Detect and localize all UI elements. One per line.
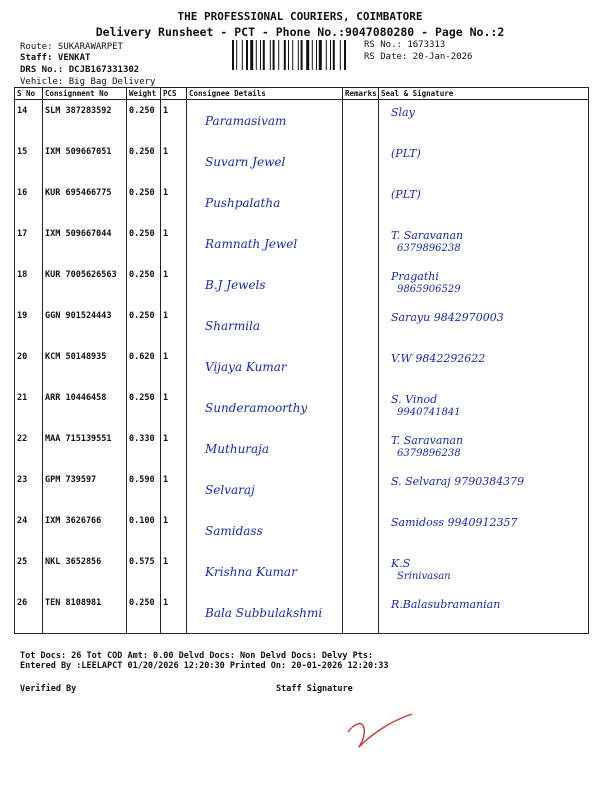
row-sno: 14 (15, 100, 43, 142)
barcode-bar (344, 40, 346, 70)
handwritten-consignee: Sharmila (205, 319, 261, 333)
table-row (15, 469, 589, 510)
table-row (15, 264, 589, 305)
handwritten-signature: Pragathi (391, 270, 439, 283)
verified-tick-mark (340, 710, 420, 760)
seal-signature (379, 469, 589, 510)
row-remarks (343, 346, 379, 387)
seal-signature (379, 428, 589, 469)
row-pcs: 1 (161, 346, 187, 387)
table-row (15, 182, 589, 223)
row-remarks (343, 551, 379, 592)
handwritten-signature: V.W 9842292622 (391, 352, 486, 365)
consignee-name (187, 346, 343, 387)
route-label: Route: SUKARAWARPET (20, 42, 123, 52)
consignee-name (187, 428, 343, 469)
table-row (15, 223, 589, 264)
row-weight: 0.590 (127, 469, 161, 510)
handwritten-consignee: Samidass (205, 524, 263, 538)
row-remarks (343, 387, 379, 428)
barcode (232, 40, 360, 70)
row-weight: 0.100 (127, 510, 161, 551)
barcode-bar (288, 40, 289, 70)
seal-signature (379, 182, 589, 223)
row-remarks (343, 182, 379, 223)
row-remarks (343, 264, 379, 305)
handwritten-signature: S. Vinod (391, 393, 438, 406)
table-row (15, 428, 589, 469)
barcode-bar (242, 40, 243, 70)
consignee-name (187, 100, 343, 142)
handwritten-phone: 9940741841 (397, 407, 461, 418)
table-row (15, 387, 589, 428)
col-signature: Seal & Signature (379, 88, 589, 100)
seal-signature (379, 510, 589, 551)
seal-signature (379, 592, 589, 634)
drs-number: DRS No.: DCJB167331302 (20, 65, 140, 75)
consignment-number: KUR 7005626563 (43, 264, 127, 305)
rs-date: RS Date: 20-Jan-2026 (364, 52, 473, 62)
barcode-bar (298, 40, 299, 70)
row-pcs: 1 (161, 469, 187, 510)
consignee-name (187, 387, 343, 428)
row-weight: 0.250 (127, 264, 161, 305)
row-weight: 0.620 (127, 346, 161, 387)
barcode-bar (316, 40, 317, 70)
row-sno: 18 (15, 264, 43, 305)
consignment-number: TEN 8108981 (43, 592, 127, 634)
table-row (15, 305, 589, 346)
row-weight: 0.250 (127, 182, 161, 223)
row-pcs: 1 (161, 551, 187, 592)
row-pcs: 1 (161, 141, 187, 182)
consignment-number: IXM 509667044 (43, 223, 127, 264)
consignment-number: IXM 3626766 (43, 510, 127, 551)
row-pcs: 1 (161, 182, 187, 223)
seal-signature (379, 387, 589, 428)
barcode-bar (270, 40, 271, 70)
handwritten-consignee: Muthuraja (205, 442, 270, 456)
barcode-bar (306, 40, 309, 70)
row-pcs: 1 (161, 223, 187, 264)
entered-by-line: Entered By :LEELAPCT 01/20/2026 12:20:30 Printed On: 20-01-2026 12:20:33 (20, 661, 389, 671)
col-weight: Weight (127, 88, 161, 100)
staff-signature-label: Staff Signature (276, 684, 353, 694)
barcode-bar (333, 40, 335, 70)
row-sno: 20 (15, 346, 43, 387)
seal-signature (379, 346, 589, 387)
row-weight: 0.575 (127, 551, 161, 592)
barcode-bar (326, 40, 327, 70)
row-weight: 0.250 (127, 387, 161, 428)
row-pcs: 1 (161, 592, 187, 634)
seal-signature (379, 551, 589, 592)
col-consignee: Consignee Details (187, 88, 343, 100)
barcode-bar (232, 40, 234, 70)
barcode-bar (284, 40, 286, 70)
table-row (15, 100, 589, 142)
handwritten-consignee: Paramasivam (205, 114, 287, 128)
row-sno: 25 (15, 551, 43, 592)
handwritten-signature: T. Saravanan (391, 229, 464, 242)
barcode-bar (246, 40, 248, 70)
handwritten-signature: (PLT) (391, 147, 421, 160)
row-remarks (343, 428, 379, 469)
consignment-number: NKL 3652856 (43, 551, 127, 592)
consignee-name (187, 223, 343, 264)
handwritten-consignee: Bala Subbulakshmi (205, 606, 323, 620)
row-remarks (343, 592, 379, 634)
seal-signature (379, 264, 589, 305)
barcode-bar (292, 40, 293, 70)
table-row (15, 141, 589, 182)
handwritten-signature: R.Balasubramanian (391, 598, 501, 611)
vehicle-label: Vehicle: Big Bag Delivery (20, 77, 156, 87)
handwritten-consignee: Pushpalatha (205, 196, 281, 210)
consignee-name (187, 551, 343, 592)
handwritten-signature: Sarayu 9842970003 (391, 311, 504, 324)
consignee-name (187, 264, 343, 305)
barcode-bar (263, 40, 265, 70)
row-sno: 26 (15, 592, 43, 634)
handwritten-phone: Srinivasan (397, 571, 451, 582)
consignment-number: MAA 715139551 (43, 428, 127, 469)
row-weight: 0.250 (127, 305, 161, 346)
row-sno: 19 (15, 305, 43, 346)
barcode-bar (301, 40, 303, 70)
col-consignment: Consignment No (43, 88, 127, 100)
handwritten-phone: 6379896238 (397, 243, 461, 254)
handwritten-phone: 9865906529 (397, 284, 461, 295)
barcode-bar (278, 40, 279, 70)
row-pcs: 1 (161, 428, 187, 469)
rs-number: RS No.: 1673313 (364, 40, 446, 50)
handwritten-consignee: Sunderamoorthy (205, 401, 308, 415)
consignee-name (187, 305, 343, 346)
consignee-name (187, 592, 343, 634)
seal-signature (379, 223, 589, 264)
row-pcs: 1 (161, 305, 187, 346)
row-weight: 0.250 (127, 223, 161, 264)
row-sno: 15 (15, 141, 43, 182)
seal-signature (379, 100, 589, 142)
table-row (15, 551, 589, 592)
row-sno: 23 (15, 469, 43, 510)
barcode-bar (319, 40, 322, 70)
consignment-number: IXM 509667051 (43, 141, 127, 182)
row-remarks (343, 100, 379, 142)
handwritten-phone: 6379896238 (397, 448, 461, 459)
barcode-bar (256, 40, 257, 70)
row-weight: 0.250 (127, 141, 161, 182)
row-remarks (343, 305, 379, 346)
barcode-bar (236, 40, 237, 70)
consignee-name (187, 469, 343, 510)
barcode-bar (260, 40, 261, 70)
consignment-number: KCM 50148935 (43, 346, 127, 387)
handwritten-consignee: Krishna Kumar (205, 565, 297, 579)
handwritten-consignee: B.J Jewels (205, 278, 266, 292)
consignment-number: GPM 739597 (43, 469, 127, 510)
row-weight: 0.250 (127, 592, 161, 634)
barcode-bar (250, 40, 253, 70)
runsheet-table (14, 87, 589, 634)
barcode-bar (340, 40, 341, 70)
col-pcs: PCS (161, 88, 187, 100)
table-row (15, 510, 589, 551)
handwritten-consignee: Selvaraj (205, 483, 255, 497)
col-sno: S No (15, 88, 43, 100)
row-sno: 22 (15, 428, 43, 469)
row-pcs: 1 (161, 264, 187, 305)
seal-signature (379, 141, 589, 182)
row-weight: 0.250 (127, 100, 161, 142)
row-remarks (343, 141, 379, 182)
row-remarks (343, 469, 379, 510)
row-sno: 16 (15, 182, 43, 223)
barcode-bar (312, 40, 313, 70)
consignment-number: GGN 901524443 (43, 305, 127, 346)
handwritten-signature: S. Selvaraj 9790384379 (391, 475, 525, 488)
row-sno: 17 (15, 223, 43, 264)
row-pcs: 1 (161, 387, 187, 428)
row-remarks (343, 223, 379, 264)
seal-signature (379, 305, 589, 346)
consignee-name (187, 182, 343, 223)
row-sno: 21 (15, 387, 43, 428)
handwritten-signature: (PLT) (391, 188, 421, 201)
consignment-number: KUR 695466775 (43, 182, 127, 223)
handwritten-signature: Samidoss 9940912357 (391, 516, 518, 529)
row-weight: 0.330 (127, 428, 161, 469)
barcode-bar (273, 40, 275, 70)
barcode-bar (330, 40, 331, 70)
staff-label: Staff: VENKAT (20, 53, 91, 63)
row-sno: 24 (15, 510, 43, 551)
row-pcs: 1 (161, 510, 187, 551)
company-title: THE PROFESSIONAL COURIERS, COIMBATORE (177, 10, 423, 23)
table-row (15, 346, 589, 387)
handwritten-signature: K.S (391, 557, 411, 570)
handwritten-signature: Slay (391, 106, 415, 119)
consignee-name (187, 141, 343, 182)
handwritten-signature: T. Saravanan (391, 434, 464, 447)
consignment-number: SLM 387283592 (43, 100, 127, 142)
col-remarks: Remarks (343, 88, 379, 100)
handwritten-consignee: Ramnath Jewel (205, 237, 298, 251)
handwritten-consignee: Suvarn Jewel (205, 155, 286, 169)
table-row (15, 592, 589, 634)
totals-line: Tot Docs: 26 Tot COD Amt: 0.00 Delvd Docs: Non Delvd Docs: Delvy Pts: (20, 651, 374, 661)
row-remarks (343, 510, 379, 551)
verified-by-label: Verified By (20, 684, 77, 694)
row-pcs: 1 (161, 100, 187, 142)
handwritten-consignee: Vijaya Kumar (205, 360, 287, 374)
consignment-number: ARR 10446458 (43, 387, 127, 428)
runsheet-title: Delivery Runsheet - PCT - Phone No.:9047080280 - Page No.:2 (95, 25, 505, 39)
consignee-name (187, 510, 343, 551)
table-header-row (15, 88, 589, 100)
